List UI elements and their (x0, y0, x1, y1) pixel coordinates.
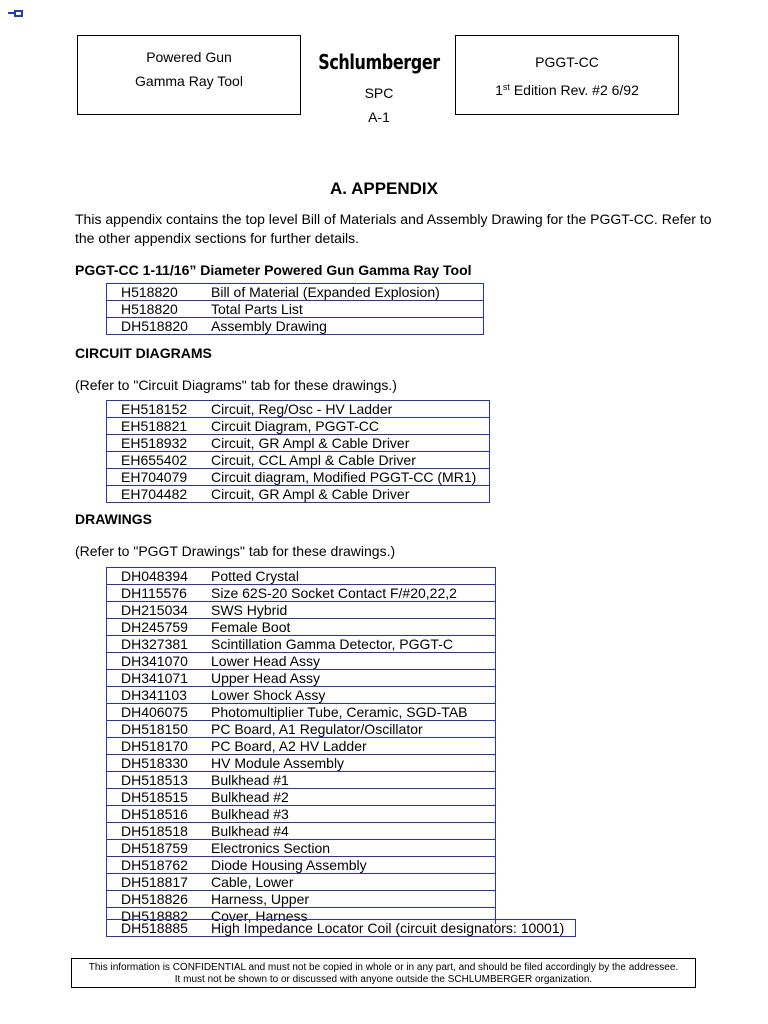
drawing-description: Size 62S-20 Socket Contact F/#20,22,2 (211, 585, 457, 601)
drawing-number: DH518885 (121, 920, 188, 936)
drawing-number: DH518518 (121, 823, 188, 839)
main-section-heading: PGGT-CC 1-11/16” Diameter Powered Gun Gamma Ray Tool (75, 262, 472, 278)
drawing-description: HV Module Assembly (211, 755, 345, 771)
part-description: Total Parts List (211, 301, 303, 317)
drawing-number: DH518826 (121, 891, 188, 907)
drawings-heading: DRAWINGS (75, 511, 152, 527)
header-spc: SPC (364, 85, 394, 101)
table-row (107, 738, 495, 755)
drawing-number: DH518150 (121, 721, 188, 737)
table-row (107, 636, 495, 653)
drawing-description: Circuit, GR Ampl & Cable Driver (211, 435, 410, 451)
pointing-hand-icon[interactable] (8, 6, 26, 16)
table-row (107, 301, 483, 318)
drawing-description: PC Board, A2 HV Ladder (211, 738, 367, 754)
circuit-diagrams-table (106, 400, 490, 503)
table-row (107, 857, 495, 874)
header-product-line1: Powered Gun (146, 49, 232, 65)
table-row (107, 401, 489, 418)
drawing-number: DH518516 (121, 806, 188, 822)
drawing-number: DH115576 (121, 585, 187, 601)
drawing-description: Photomultiplier Tube, Ceramic, SGD-TAB (211, 704, 468, 720)
drawing-number: DH518170 (121, 738, 188, 754)
table-row (107, 755, 495, 772)
drawing-number: DH048394 (121, 568, 188, 584)
drawing-description: Potted Crystal (211, 568, 299, 584)
header-left-box (77, 35, 301, 115)
table-row (107, 806, 495, 823)
company-logo: Schlumberger (318, 50, 440, 74)
drawing-description: Circuit, Reg/Osc - HV Ladder (211, 401, 393, 417)
table-row (107, 418, 489, 435)
table-row (107, 435, 489, 452)
main-parts-table (106, 283, 484, 335)
drawing-description: High Impedance Locator Coil (circuit designators: 10001) (211, 920, 565, 936)
table-row (107, 452, 489, 469)
table-row (107, 920, 575, 936)
drawing-description: Harness, Upper (211, 891, 310, 907)
drawing-number: DH341070 (121, 653, 188, 669)
part-number: DH518820 (121, 318, 188, 334)
table-row (107, 585, 495, 602)
table-row (107, 874, 495, 891)
drawing-description: Electronics Section (211, 840, 331, 856)
drawing-number: DH341103 (121, 687, 187, 703)
drawing-description: Bulkhead #3 (211, 806, 289, 822)
drawing-description: Cover, Harness (211, 908, 308, 924)
part-description: Assembly Drawing (211, 318, 327, 334)
table-row (107, 602, 495, 619)
table-row (107, 823, 495, 840)
table-row (107, 721, 495, 738)
drawing-number: DH327381 (121, 636, 188, 652)
drawing-number: DH518762 (121, 857, 188, 873)
table-row (107, 653, 495, 670)
table-row (107, 704, 495, 721)
drawing-description: Scintillation Gamma Detector, PGGT-C (211, 636, 453, 652)
drawing-description: Lower Shock Assy (211, 687, 326, 703)
header-model: PGGT-CC (535, 54, 599, 70)
part-number: H518820 (121, 284, 178, 300)
drawing-description: SWS Hybrid (211, 602, 288, 618)
drawing-number: DH341071 (121, 670, 188, 686)
drawing-number: DH215034 (121, 602, 188, 618)
table-row (107, 772, 495, 789)
edition-ordinal: 1 (495, 82, 503, 98)
confidentiality-notice (71, 958, 696, 988)
drawing-description: Circuit, GR Ampl & Cable Driver (211, 486, 410, 502)
table-row (107, 318, 483, 334)
drawing-description: Lower Head Assy (211, 653, 320, 669)
confidentiality-line1: This information is CONFIDENTIAL and must not be copied in whole or in any part, and should be filed accordingly by the addressee. (88, 962, 679, 973)
drawing-description: Upper Head Assy (211, 670, 320, 686)
drawing-description: PC Board, A1 Regulator/Oscillator (211, 721, 423, 737)
drawing-number: DH518515 (121, 789, 188, 805)
drawing-number: EH518152 (121, 401, 188, 417)
table-row (107, 619, 495, 636)
intro-paragraph: This appendix contains the top level Bill of Materials and Assembly Drawing for the PGGT-CC. Refer to the other appendix sections for further details. (75, 211, 712, 246)
circuit-diagrams-note: (Refer to "Circuit Diagrams" tab for these drawings.) (75, 377, 397, 393)
table-row (107, 687, 495, 704)
header-product-line2: Gamma Ray Tool (135, 73, 243, 89)
drawing-number: EH655402 (121, 452, 188, 468)
table-row (107, 670, 495, 687)
drawing-number: DH518817 (121, 874, 188, 890)
drawing-description: Bulkhead #2 (211, 789, 289, 805)
table-row (107, 789, 495, 806)
edition-text: Edition Rev. #2 6/92 (509, 82, 639, 98)
edition-ordinal-suffix: st (502, 82, 510, 92)
drawing-description: Diode Housing Assembly (211, 857, 367, 873)
drawing-number: DH518882 (121, 908, 188, 924)
drawing-number: DH518513 (121, 772, 188, 788)
part-description: Bill of Material (Expanded Explosion) (211, 284, 440, 300)
drawing-description: Circuit Diagram, PGGT-CC (211, 418, 380, 434)
drawings-note: (Refer to "PGGT Drawings" tab for these drawings.) (75, 543, 396, 559)
drawing-number: DH245759 (121, 619, 188, 635)
drawing-description: Bulkhead #4 (211, 823, 289, 839)
table-row (107, 469, 489, 486)
page-title: A. APPENDIX (329, 179, 438, 198)
table-row (107, 891, 495, 908)
part-number: H518820 (121, 301, 178, 317)
confidentiality-line2: It must not be shown to or discussed with anyone outside the SCHLUMBERGER organization. (174, 974, 593, 985)
drawing-number: EH518932 (121, 435, 188, 451)
drawing-number: DH518759 (121, 840, 188, 856)
drawing-number: EH704482 (121, 486, 188, 502)
drawing-description: Circuit, CCL Ampl & Cable Driver (211, 452, 416, 468)
circuit-diagrams-heading: CIRCUIT DIAGRAMS (75, 345, 212, 361)
drawing-number: DH406075 (121, 704, 188, 720)
table-row (107, 284, 483, 301)
header-edition (456, 82, 678, 98)
drawing-number: EH518821 (121, 418, 188, 434)
table-row (107, 840, 495, 857)
drawings-table (106, 567, 496, 924)
header-right-box (455, 35, 679, 115)
page-number: A-1 (368, 109, 390, 125)
drawing-number: DH518330 (121, 755, 188, 771)
drawing-description: Bulkhead #1 (211, 772, 289, 788)
drawing-number: EH704079 (121, 469, 188, 485)
table-row (107, 486, 489, 502)
drawing-description: Circuit diagram, Modified PGGT-CC (MR1) (211, 469, 477, 485)
drawing-description: Cable, Lower (211, 874, 294, 890)
drawings-table-last-row (106, 919, 576, 937)
table-row (107, 568, 495, 585)
drawing-description: Female Boot (211, 619, 291, 635)
